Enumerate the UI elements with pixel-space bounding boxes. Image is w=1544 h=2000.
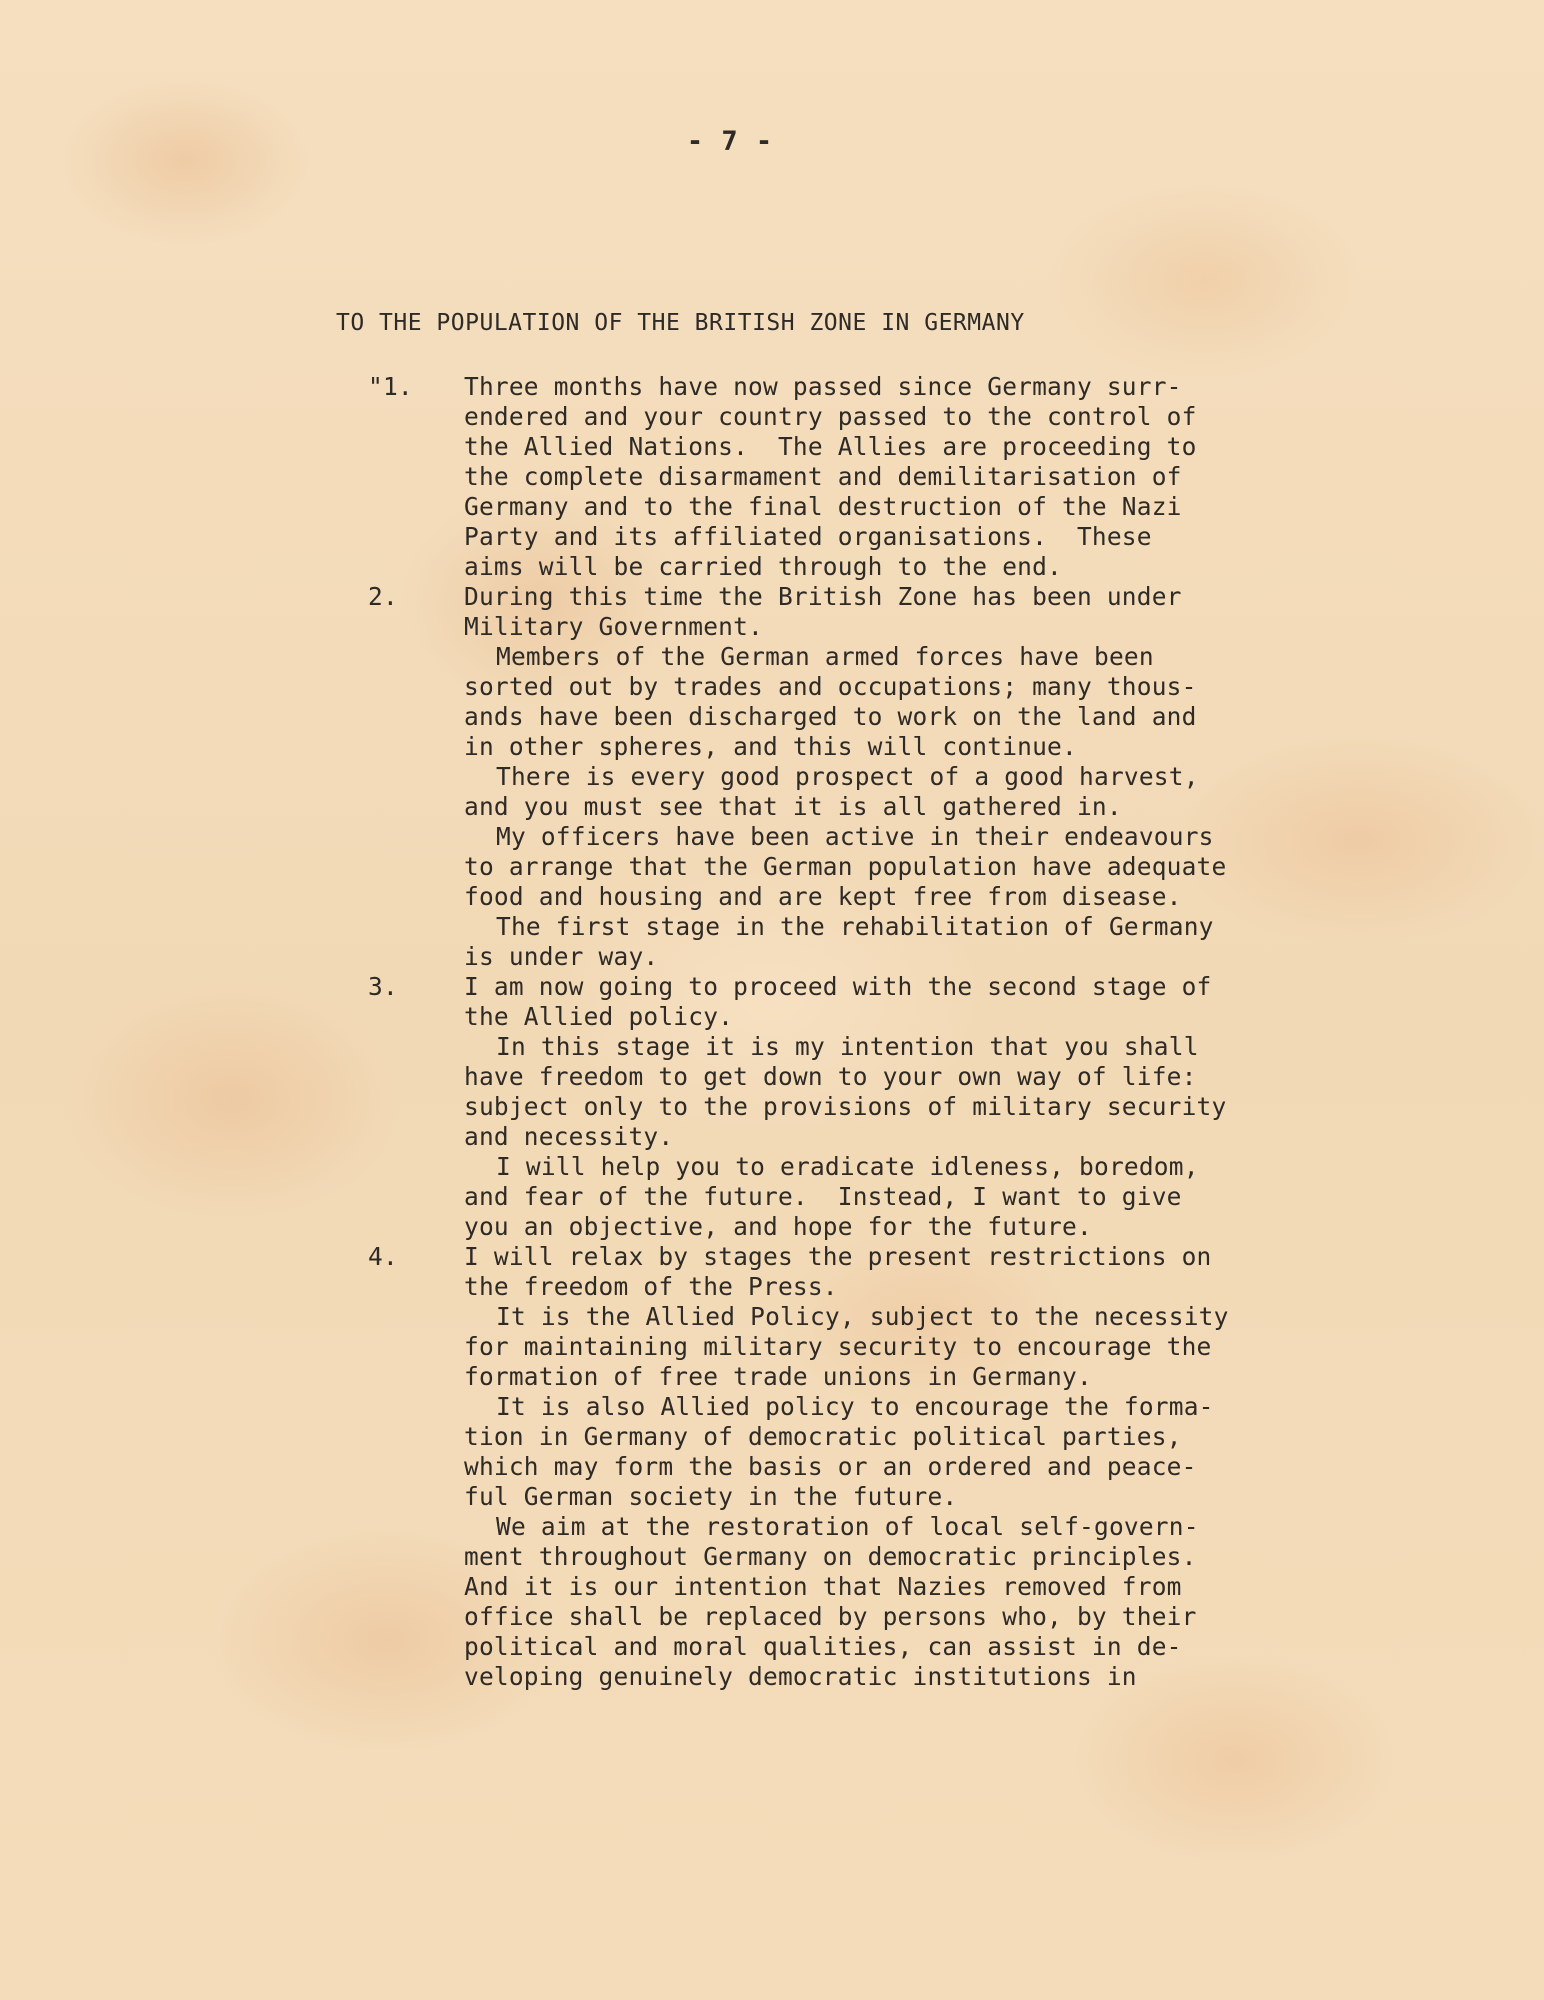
line-text: the freedom of the Press. bbox=[464, 1272, 838, 1301]
line-text: We aim at the restoration of local self-govern- bbox=[496, 1512, 1199, 1541]
text-line bbox=[0, 762, 1544, 792]
line-text: My officers have been active in their endeavours bbox=[496, 822, 1214, 851]
line-text: and necessity. bbox=[464, 1122, 674, 1151]
text-line bbox=[0, 432, 1544, 462]
line-text: Party and its affiliated organisations. These bbox=[464, 522, 1152, 551]
line-text: food and housing and are kept free from disease. bbox=[464, 882, 1182, 911]
text-line bbox=[0, 972, 1544, 1002]
text-line bbox=[0, 942, 1544, 972]
text-line bbox=[0, 642, 1544, 672]
text-line bbox=[0, 1272, 1544, 1302]
line-text: The first stage in the rehabilitation of Germany bbox=[496, 912, 1214, 941]
line-text: for maintaining military security to encourage the bbox=[464, 1332, 1212, 1361]
text-line bbox=[0, 1062, 1544, 1092]
text-line bbox=[0, 822, 1544, 852]
line-text: ful German society in the future. bbox=[464, 1482, 958, 1511]
page-number: - 7 - bbox=[686, 126, 774, 157]
text-line bbox=[0, 1122, 1544, 1152]
text-line bbox=[0, 1092, 1544, 1122]
text-line bbox=[0, 732, 1544, 762]
line-text: During this time the British Zone has been under bbox=[464, 582, 1182, 611]
text-line bbox=[0, 1482, 1544, 1512]
line-text: In this stage it is my intention that you shall bbox=[496, 1032, 1199, 1061]
line-text: ment throughout Germany on democratic principles. bbox=[464, 1542, 1197, 1571]
line-text: political and moral qualities, can assist in de- bbox=[464, 1632, 1182, 1661]
text-line bbox=[0, 1032, 1544, 1062]
text-line bbox=[0, 1512, 1544, 1542]
text-line bbox=[0, 702, 1544, 732]
line-text: aims will be carried through to the end. bbox=[464, 552, 1063, 581]
line-text: office shall be replaced by persons who, by their bbox=[464, 1602, 1197, 1631]
line-text: Three months have now passed since Germany surr- bbox=[464, 372, 1182, 401]
text-line bbox=[0, 1632, 1544, 1662]
line-text: There is every good prospect of a good harvest, bbox=[496, 762, 1199, 791]
text-line bbox=[0, 912, 1544, 942]
line-text: the Allied policy. bbox=[464, 1002, 734, 1031]
line-text: Military Government. bbox=[464, 612, 764, 641]
text-line bbox=[0, 1302, 1544, 1332]
line-text: is under way. bbox=[464, 942, 659, 971]
line-text: formation of free trade unions in Germany. bbox=[464, 1362, 1092, 1391]
text-line bbox=[0, 582, 1544, 612]
text-line bbox=[0, 1332, 1544, 1362]
paragraph-number: 4. bbox=[368, 1242, 398, 1271]
line-text: to arrange that the German population have adequate bbox=[464, 852, 1227, 881]
text-line bbox=[0, 1242, 1544, 1272]
text-line bbox=[0, 492, 1544, 522]
line-text: and fear of the future. Instead, I want to give bbox=[464, 1182, 1182, 1211]
text-line bbox=[0, 792, 1544, 822]
text-line bbox=[0, 1002, 1544, 1032]
line-text: in other spheres, and this will continue. bbox=[464, 732, 1077, 761]
text-line bbox=[0, 1392, 1544, 1422]
line-text: sorted out by trades and occupations; many thous- bbox=[464, 672, 1197, 701]
line-text: It is also Allied policy to encourage the forma- bbox=[496, 1392, 1214, 1421]
line-text: you an objective, and hope for the future. bbox=[464, 1212, 1092, 1241]
document-heading: TO THE POPULATION OF THE BRITISH ZONE IN GERMANY bbox=[336, 310, 1025, 336]
line-text: the complete disarmament and demilitarisation of bbox=[464, 462, 1182, 491]
line-text: It is the Allied Policy, subject to the necessity bbox=[496, 1302, 1229, 1331]
text-line bbox=[0, 552, 1544, 582]
text-line bbox=[0, 1422, 1544, 1452]
line-text: and you must see that it is all gathered in. bbox=[464, 792, 1122, 821]
line-text: And it is our intention that Nazies removed from bbox=[464, 1572, 1182, 1601]
document-body bbox=[0, 372, 1544, 1692]
line-text: ands have been discharged to work on the land and bbox=[464, 702, 1197, 731]
text-line bbox=[0, 372, 1544, 402]
line-text: Members of the German armed forces have been bbox=[496, 642, 1154, 671]
text-line bbox=[0, 1452, 1544, 1482]
line-text: endered and your country passed to the control of bbox=[464, 402, 1197, 431]
text-line bbox=[0, 522, 1544, 552]
paragraph-number: 3. bbox=[368, 972, 398, 1001]
line-text: subject only to the provisions of military security bbox=[464, 1092, 1227, 1121]
text-line bbox=[0, 1182, 1544, 1212]
text-line bbox=[0, 852, 1544, 882]
line-text: I will relax by stages the present restrictions on bbox=[464, 1242, 1212, 1271]
text-line bbox=[0, 1662, 1544, 1692]
text-line bbox=[0, 612, 1544, 642]
text-line bbox=[0, 1362, 1544, 1392]
text-line bbox=[0, 1212, 1544, 1242]
line-text: I will help you to eradicate idleness, boredom, bbox=[496, 1152, 1199, 1181]
line-text: which may form the basis or an ordered and peace- bbox=[464, 1452, 1197, 1481]
text-line bbox=[0, 1602, 1544, 1632]
line-text: the Allied Nations. The Allies are proceeding to bbox=[464, 432, 1197, 461]
paragraph-number: 2. bbox=[368, 582, 398, 611]
text-line bbox=[0, 1572, 1544, 1602]
text-line bbox=[0, 402, 1544, 432]
line-text: I am now going to proceed with the second stage of bbox=[464, 972, 1212, 1001]
text-line bbox=[0, 1152, 1544, 1182]
line-text: Germany and to the final destruction of the Nazi bbox=[464, 492, 1182, 521]
paragraph-number: "1. bbox=[368, 372, 413, 401]
text-line bbox=[0, 462, 1544, 492]
text-line bbox=[0, 672, 1544, 702]
text-line bbox=[0, 1542, 1544, 1572]
line-text: tion in Germany of democratic political parties, bbox=[464, 1422, 1182, 1451]
text-line bbox=[0, 882, 1544, 912]
line-text: veloping genuinely democratic institutions in bbox=[464, 1662, 1137, 1691]
line-text: have freedom to get down to your own way of life: bbox=[464, 1062, 1197, 1091]
